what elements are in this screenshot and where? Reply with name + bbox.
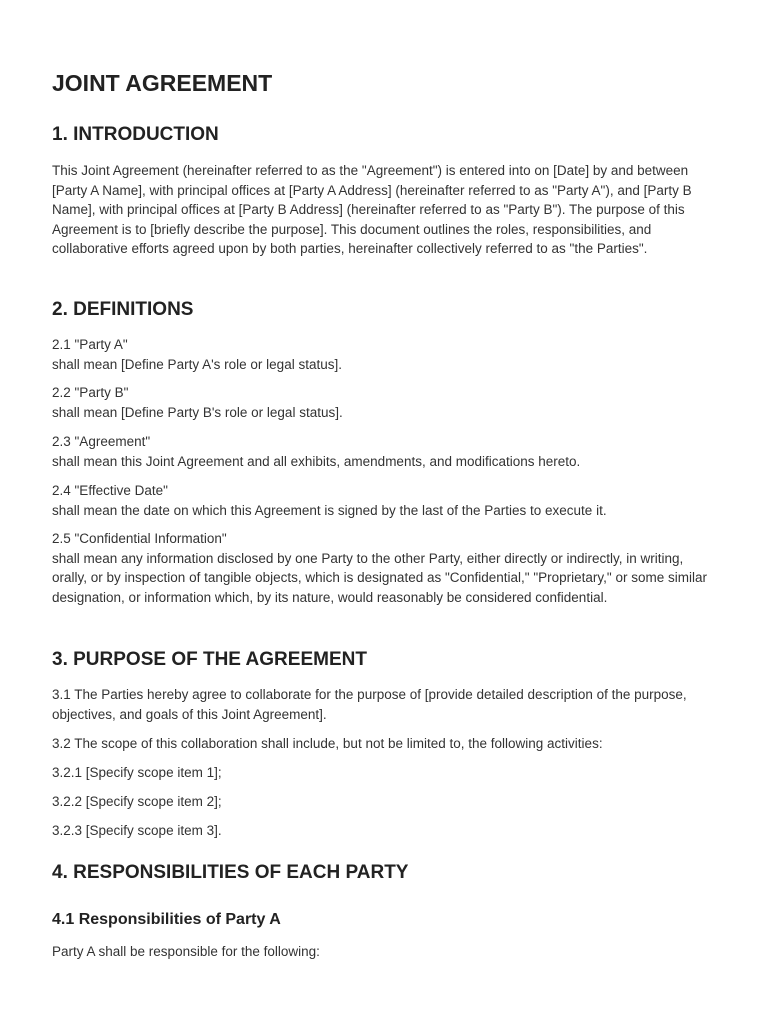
definition-term: 2.2 "Party B" — [52, 385, 129, 400]
section-heading-purpose: 3. PURPOSE OF THE AGREEMENT — [52, 649, 367, 670]
definition-term: 2.3 "Agreement" — [52, 434, 151, 449]
definition-text: shall mean the date on which this Agreement is signed by the last of the Parties to execute it. — [52, 502, 607, 518]
definition-term: 2.5 "Confidential Information" — [52, 531, 227, 546]
definition-item — [52, 481, 607, 520]
subsection-heading-party-a: 4.1 Responsibilities of Party A — [52, 911, 281, 928]
section-heading-introduction: 1. INTRODUCTION — [52, 124, 219, 145]
party-a-responsibilities-intro: Party A shall be responsible for the following: — [52, 944, 320, 959]
document-title: JOINT AGREEMENT — [52, 70, 273, 96]
definition-term: 2.4 "Effective Date" — [52, 483, 168, 498]
section-heading-definitions: 2. DEFINITIONS — [52, 299, 194, 320]
scope-item: 3.2.3 [Specify scope item 3]. — [52, 823, 222, 838]
definition-text: shall mean [Define Party B's role or legal status]. — [52, 404, 343, 420]
purpose-clause-3-2: 3.2 The scope of this collaboration shall include, but not be limited to, the following activities: — [52, 736, 603, 751]
definition-term: 2.1 "Party A" — [52, 337, 128, 352]
definition-text: shall mean [Define Party A's role or legal status]. — [52, 356, 342, 372]
definition-item — [52, 432, 580, 471]
definition-item — [52, 383, 343, 422]
definition-item — [52, 529, 722, 607]
section-heading-responsibilities: 4. RESPONSIBILITIES OF EACH PARTY — [52, 862, 409, 883]
definition-text: shall mean any information disclosed by one Party to the other Party, either directly or indirectly, in writing, orally, or by inspection of tangible objects, which is designated as "Confidential," "Proprietary," or some similar designation, or information which, by its nature, would reasonably be considered confidential. — [52, 550, 707, 605]
definition-text: shall mean this Joint Agreement and all exhibits, amendments, and modifications hereto. — [52, 453, 581, 469]
definition-item — [52, 335, 342, 374]
scope-item: 3.2.1 [Specify scope item 1]; — [52, 765, 222, 780]
introduction-paragraph: This Joint Agreement (hereinafter referred to as the "Agreement") is entered into on [Date] by and between [Party A Name], with principal offices at [Party A Address] (hereinafter referred to as "Party A"), and [Party B Name], with principal offices at [Party B Address] (hereinafter referred to as "Party B"). The purpose of this Agreement is to [briefly describe the purpose]. This document outlines the roles, responsibilities, and collaborative efforts agreed upon by both parties, hereinafter collectively referred to as "the Parties". — [52, 163, 692, 257]
scope-item: 3.2.2 [Specify scope item 2]; — [52, 794, 222, 809]
purpose-clause-3-1: 3.1 The Parties hereby agree to collaborate for the purpose of [provide detailed description of the purpose, objectives, and goals of this Joint Agreement]. — [52, 687, 687, 722]
